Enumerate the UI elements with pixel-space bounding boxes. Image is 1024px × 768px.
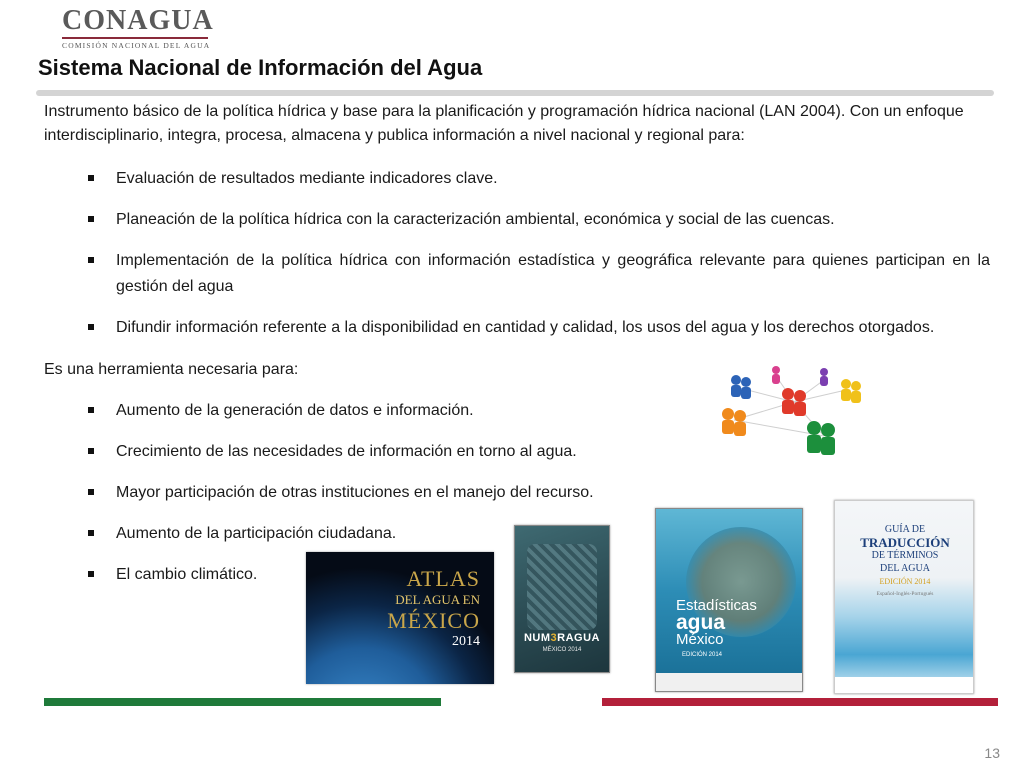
cover-footer xyxy=(656,673,802,691)
atlas-title-1: ATLAS xyxy=(406,566,480,591)
guia-languages: Español-Inglés-Portugués xyxy=(876,591,934,597)
section-heading: Es una herramienta necesaria para: xyxy=(44,361,299,378)
logo-wordmark: CONAGUA xyxy=(62,5,214,36)
list-item: Difundir información referente a la disponibilidad en cantidad y calidad, los usos del agua y los derechos otorgados. xyxy=(84,315,990,341)
estadisticas-title-2: agua xyxy=(676,611,726,634)
estadisticas-cover xyxy=(655,508,803,692)
footer-bar-green xyxy=(44,698,441,706)
estadisticas-edition: EDICIÓN 2014 xyxy=(682,652,723,658)
numeragua-subtitle: MÉXICO 2014 xyxy=(542,647,582,653)
logo-subtitle: COMISIÓN NACIONAL DEL AGUA xyxy=(62,41,211,50)
guia-edition: EDICIÓN 2014 xyxy=(879,577,931,586)
list-item: Implementación de la política hídrica con información estadística y geográfica relevante para quienes participan en la gestión del agua xyxy=(84,248,990,300)
list-item: Mayor participación de otras instituciones en el manejo del recurso. xyxy=(84,480,684,506)
guia-title-3: DE TÉRMINOS xyxy=(871,550,939,561)
guia-title-2: TRADUCCIÓN xyxy=(860,535,950,550)
list-item: Aumento de la generación de datos e información. xyxy=(84,398,684,424)
guia-cover xyxy=(834,500,974,694)
list-item: Aumento de la participación ciudadana. xyxy=(84,521,684,547)
conagua-logo xyxy=(62,6,212,50)
list-item: Planeación de la política hídrica con la caracterización ambiental, económica y social de las cuencas. xyxy=(84,207,990,233)
estadisticas-title-3: México xyxy=(676,631,724,648)
logo-divider xyxy=(62,37,208,39)
people-network-icon xyxy=(706,362,876,464)
list-item: El cambio climático. xyxy=(84,562,684,588)
footer-bar-red xyxy=(602,698,998,706)
cover-footer xyxy=(835,677,973,693)
aztec-glyph-image xyxy=(527,544,597,630)
atlas-title-3: MÉXICO xyxy=(387,608,480,633)
atlas-year: 2014 xyxy=(452,634,480,649)
title-divider xyxy=(36,90,994,96)
estadisticas-title-1: Estadísticas xyxy=(676,597,757,614)
page-title: Sistema Nacional de Información del Agua xyxy=(38,55,483,80)
numeragua-cover xyxy=(514,525,610,673)
guia-title-4: DEL AGUA xyxy=(880,563,930,574)
atlas-title-2: DEL AGUA EN xyxy=(395,592,480,607)
list-item: Crecimiento de las necesidades de información en torno al agua. xyxy=(84,439,684,465)
guia-title-1: GUÍA DE xyxy=(884,524,926,535)
purpose-list xyxy=(84,166,990,356)
numeragua-title: NUM3RAGUA xyxy=(523,632,601,644)
list-item: Evaluación de resultados mediante indicadores clave. xyxy=(84,166,990,192)
page-number: 13 xyxy=(984,745,1000,761)
atlas-cover xyxy=(306,552,494,684)
intro-paragraph: Instrumento básico de la política hídrica y base para la planificación y programación hídrica nacional (LAN 2004). Con un enfoque interdisciplinario, integra, procesa, almacena y publica información a nivel nacional y regional para: xyxy=(44,103,964,144)
